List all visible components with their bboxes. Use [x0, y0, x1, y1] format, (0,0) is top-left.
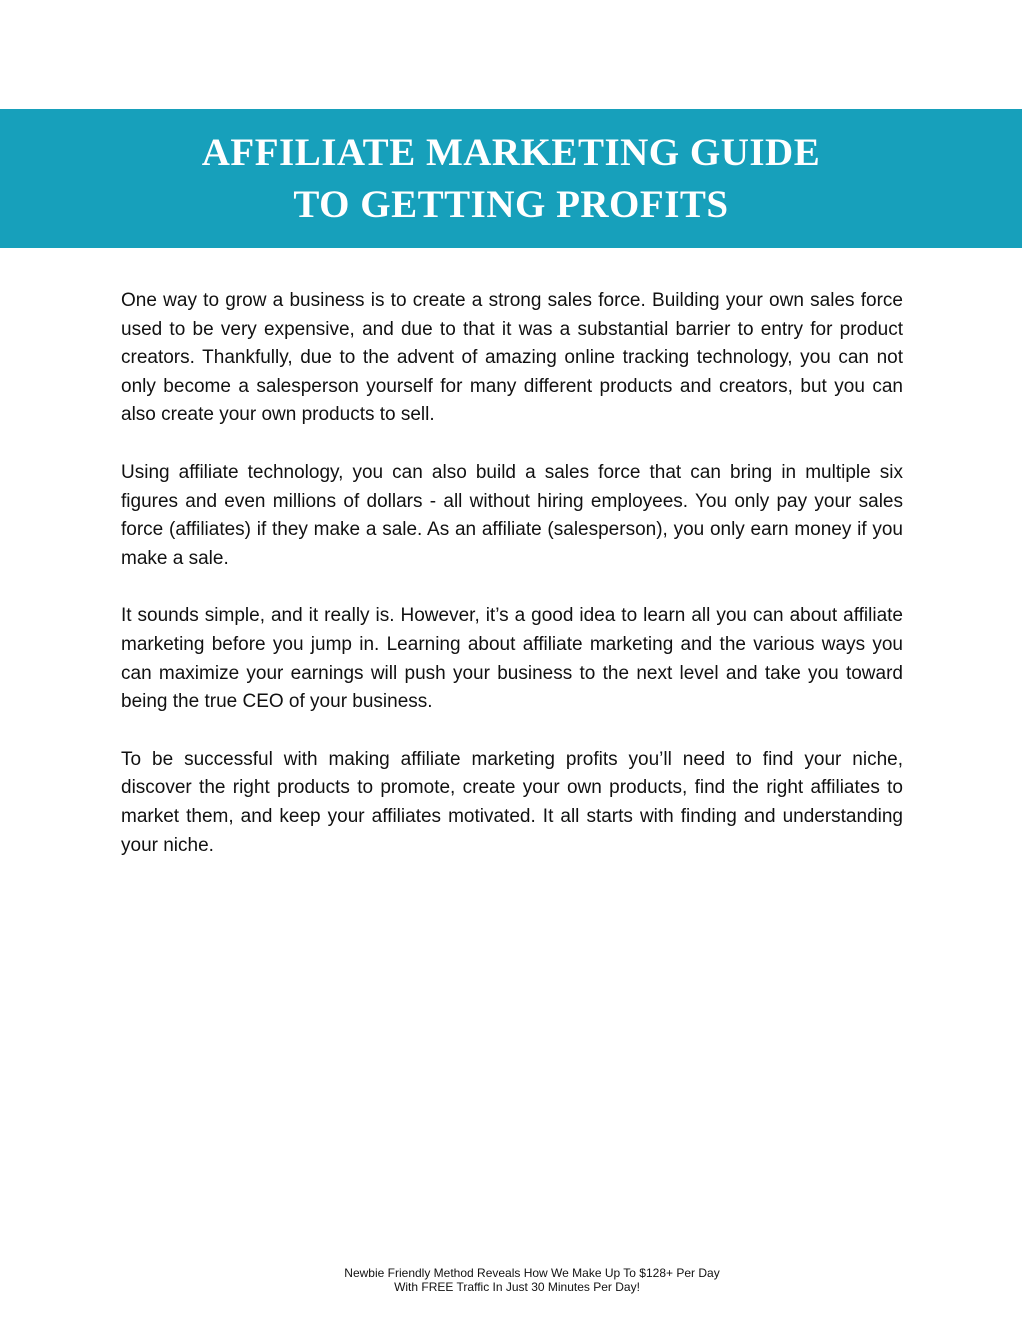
paragraph: One way to grow a business is to create a strong sales force. Building your own sales force used to be very expensive, and due to that it was a substantial barrier to entry for product creators. Thankfully, due to the advent of amazing online tracking technology, you can not only become a salesperson yourself for many different products and creators, but you can also create your own products to sell.	[121, 290, 903, 426]
paragraph: Using affiliate technology, you can also build a sales force that can bring in multiple six figures and even millions of dollars - all without hiring employees. You only pay your sales force (affiliates) if they make a sale. As an affiliate (salesperson), you only earn money if you make a sale.	[121, 461, 903, 569]
page-title-line-1: AFFILIATE MARKETING GUIDE	[201, 130, 821, 174]
body-text	[121, 287, 903, 889]
paragraph: It sounds simple, and it really is. However, it’s a good idea to learn all you can about affiliate marketing before you jump in. Learning about affiliate marketing and the various ways you can maximize your earnings will push your business to the next level and take you toward being the true CEO of your business.	[121, 605, 903, 713]
page-title-line-2: TO GETTING PROFITS	[293, 182, 729, 226]
footer-line-1: Newbie Friendly Method Reveals How We Make Up To $128+ Per Day	[344, 1266, 720, 1280]
title-banner	[0, 109, 1022, 248]
footer-promo	[0, 1266, 1024, 1294]
footer-line-2: With FREE Traffic In Just 30 Minutes Per Day!	[394, 1280, 640, 1294]
paragraph: To be successful with making affiliate marketing profits you’ll need to find your niche, discover the right products to promote, create your own products, find the right affiliates to market them, and keep your affiliates motivated. It all starts with finding and understanding your niche.	[121, 748, 903, 856]
